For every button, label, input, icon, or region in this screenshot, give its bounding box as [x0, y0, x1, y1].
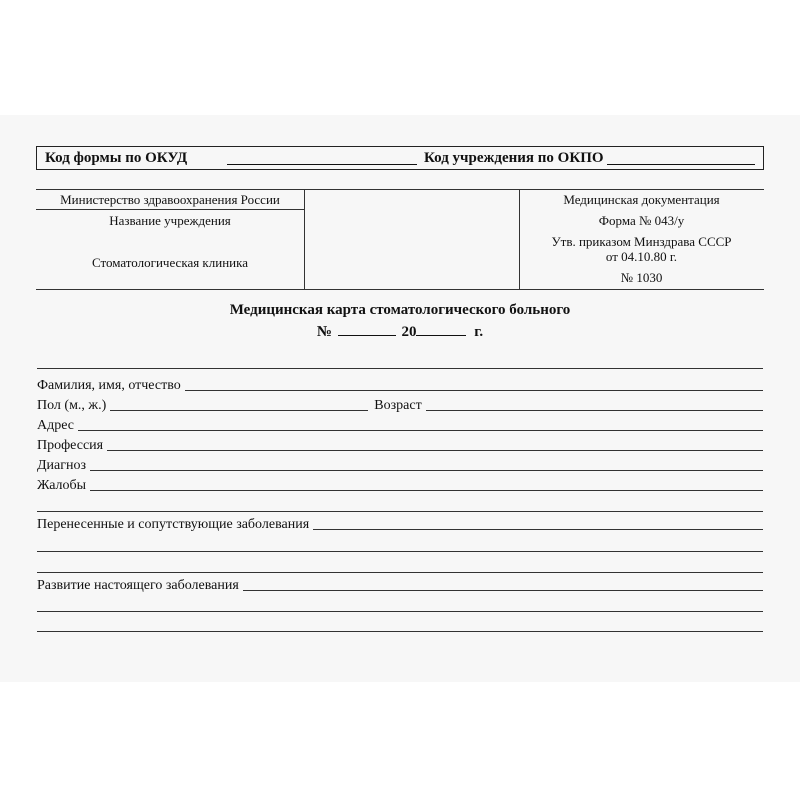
okpo-label: Код учреждения по ОКПО — [424, 150, 604, 166]
approval-line-2: от 04.10.80 г. — [605, 249, 678, 264]
year-field[interactable] — [416, 323, 466, 336]
form-number: Форма № 043/у — [598, 213, 685, 228]
past-diseases-line-2[interactable] — [37, 551, 763, 552]
sex-age-row — [37, 396, 763, 414]
address-row — [37, 416, 763, 434]
complaints-label: Жалобы — [37, 478, 87, 493]
current-disease-row — [37, 576, 763, 594]
age-label: Возраст — [374, 398, 422, 413]
institution-name: Стоматологическая клиника — [91, 255, 249, 270]
complaints-row — [37, 476, 763, 494]
year-prefix: 20 — [401, 324, 417, 340]
ministry-label: Министерство здравоохранения России — [60, 192, 280, 207]
full-name-label: Фамилия, имя, отчество — [37, 378, 181, 393]
number-sign: № — [316, 324, 332, 340]
year-suffix: г. — [474, 324, 484, 340]
complaints-line-2[interactable] — [37, 511, 763, 512]
page-title: Медицинская карта стоматологического больного — [229, 302, 571, 318]
profession-row — [37, 436, 763, 454]
card-number-line — [0, 323, 800, 341]
card-number-field[interactable] — [338, 323, 396, 336]
past-diseases-line-3[interactable] — [37, 572, 763, 573]
blank-line[interactable] — [37, 368, 763, 369]
okpo-field[interactable] — [607, 164, 755, 165]
table-divider-top-left — [36, 209, 304, 210]
complaints-field[interactable] — [90, 489, 763, 491]
institution-label: Название учреждения — [109, 213, 231, 228]
order-number: № 1030 — [620, 270, 663, 285]
code-box — [36, 146, 764, 170]
diagnosis-field[interactable] — [90, 469, 763, 471]
table-divider-left — [304, 189, 305, 290]
profession-label: Профессия — [37, 438, 104, 453]
okud-label: Код формы по ОКУД — [45, 150, 188, 166]
diagnosis-label: Диагноз — [37, 458, 87, 473]
address-field[interactable] — [78, 429, 763, 431]
sex-label: Пол (м., ж.) — [37, 398, 107, 413]
past-diseases-label: Перенесенные и сопутствующие заболевания — [37, 517, 310, 532]
full-name-row — [37, 376, 763, 394]
approval-line-1: Утв. приказом Минздрава СССР — [551, 234, 732, 249]
address-label: Адрес — [37, 418, 75, 433]
current-disease-line-3[interactable] — [37, 631, 763, 632]
current-disease-line-2[interactable] — [37, 611, 763, 612]
past-diseases-field[interactable] — [313, 528, 763, 530]
current-disease-field[interactable] — [243, 589, 763, 591]
profession-field[interactable] — [107, 449, 763, 451]
okud-field[interactable] — [227, 164, 417, 165]
age-field[interactable] — [426, 409, 763, 411]
current-disease-label: Развитие настоящего заболевания — [37, 578, 239, 593]
diagnosis-row — [37, 456, 763, 474]
doc-type: Медицинская документация — [563, 192, 720, 207]
sex-field[interactable] — [110, 409, 368, 411]
past-diseases-row — [37, 515, 763, 533]
full-name-field[interactable] — [185, 389, 763, 391]
